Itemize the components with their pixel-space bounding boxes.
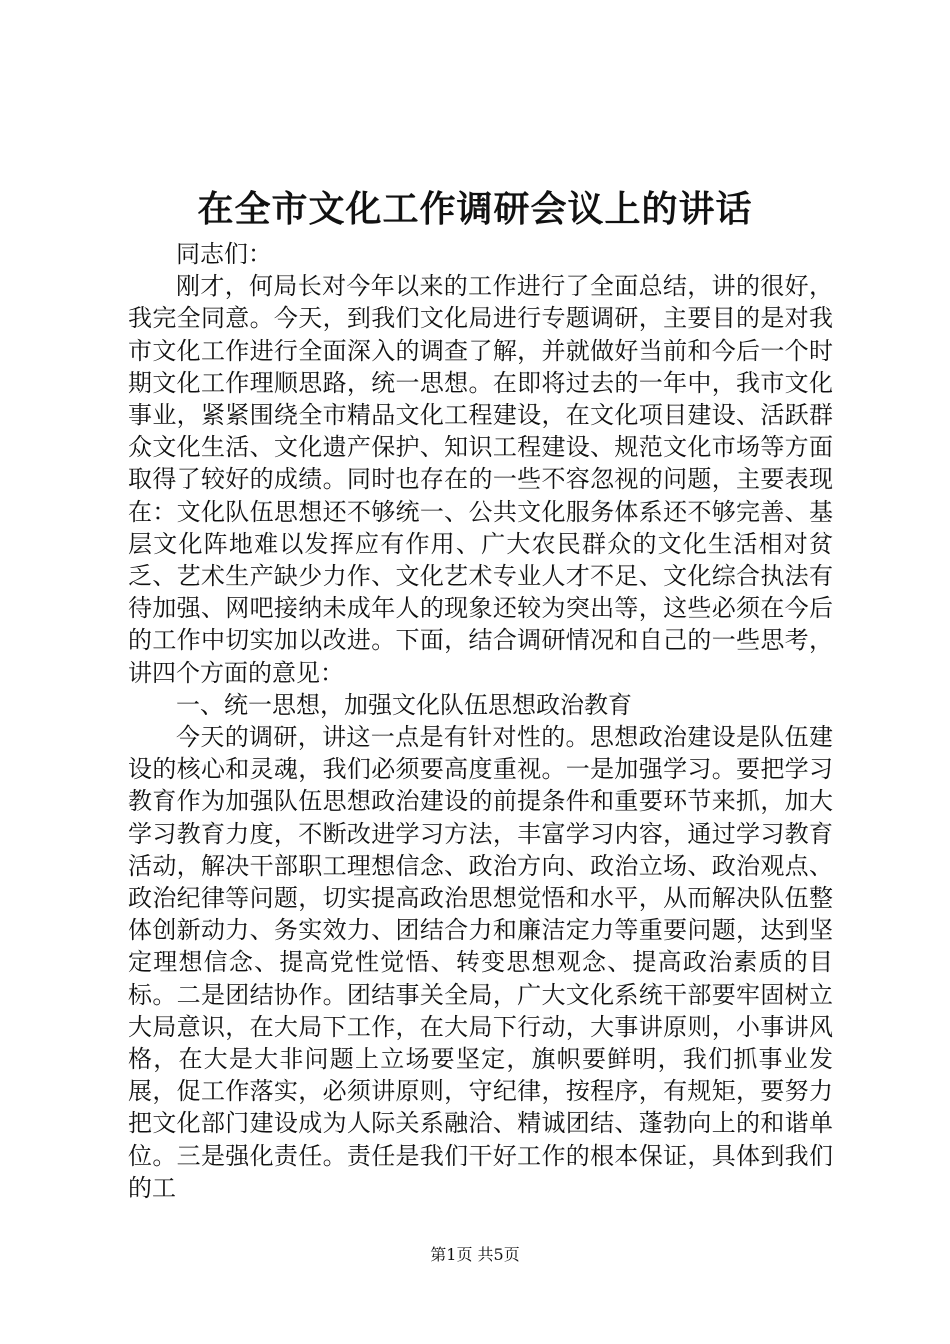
document-title: 在全市文化工作调研会议上的讲话: [197, 188, 753, 230]
paragraph-section-1: 今天的调研，讲这一点是有针对性的。思想政治建设是队伍建设的核心和灵魂，我们必须要高度重视。一是加强学习。要把学习教育作为加强队伍思想政治建设的前提条件和重要环节来抓，加大学习教育力度，不断改进学习方法，丰富学习内容，通过学习教育活动，解决干部职工理想信念、政治方向、政治立场、政治观点、政治纪律等问题，切实提高政治思想觉悟和水平，从而解决队伍整体创新动力、务实效力、团结合力和廉洁定力等重要问题，达到坚定理想信念、提高党性觉悟、转变思想观念、提高政治素质的目标。二是团结协作。团结事关全局，广大文化系统干部要牢固树立大局意识，在大局下工作，在大局下行动，大事讲原则，小事讲风格，在大是大非问题上立场要坚定，旗帜要鲜明，我们抓事业发展，促工作落实，必须讲原则，守纪律，按程序，有规矩，要努力把文化部门建设成为人际关系融洽、精诚团结、蓬勃向上的和谐单位。三是强化责任。责任是我们干好工作的根本保证，具体到我们的工: [128, 723, 833, 1202]
salutation: 同志们：: [176, 240, 272, 268]
page-footer: 第1页 共5页: [430, 1245, 520, 1264]
paragraph-intro: 刚才，何局长对今年以来的工作进行了全面总结，讲的很好，我完全同意。今天，到我们文化局进行专题调研，主要目的是对我市文化工作进行全面深入的调查了解，并就做好当前和今后一个时期文化工作理顺思路，统一思想。在即将过去的一年中，我市文化事业，紧紧围绕全市精品文化工程建设，在文化项目建设、活跃群众文化生活、文化遗产保护、知识工程建设、规范文化市场等方面取得了较好的成绩。同时也存在的一些不容忽视的问题，主要表现在：文化队伍思想还不够统一、公共文化服务体系还不够完善、基层文化阵地难以发挥应有作用、广大农民群众的文化生活相对贫乏、艺术生产缺少力作、文化艺术专业人才不足、文化综合执法有待加强、网吧接纳未成年人的现象还较为突出等，这些必须在今后的工作中切实加以改进。下面，结合调研情况和自己的一些思考，讲四个方面的意见：: [128, 272, 833, 687]
document-body: [128, 238, 833, 1204]
section-heading-1: 一、统一思想，加强文化队伍思想政治教育: [176, 690, 632, 719]
